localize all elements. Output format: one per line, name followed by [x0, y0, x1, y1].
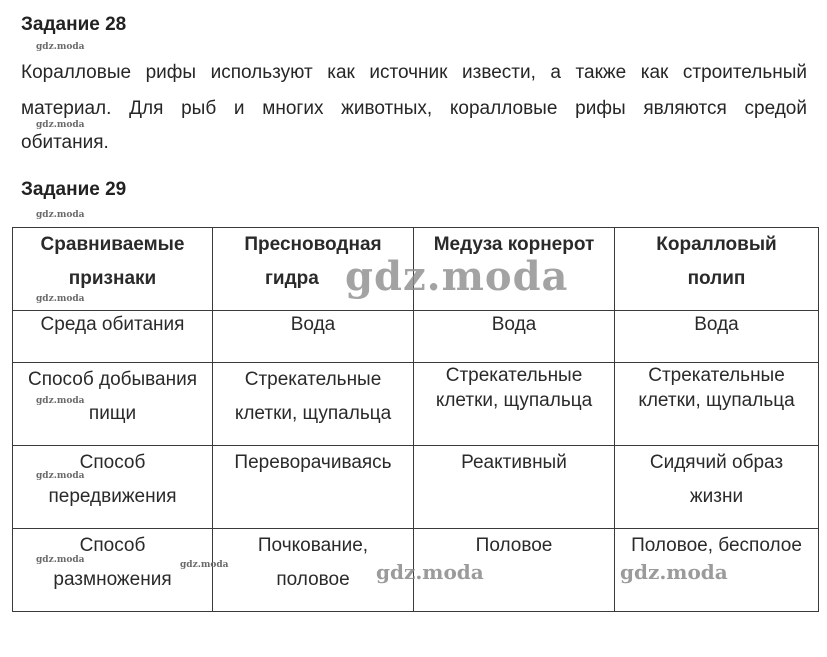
- row-feeding-label-line-1: Способ добывания: [27, 369, 198, 390]
- row-movement-label-line-1: Способ: [79, 452, 146, 473]
- row-movement-polyp-line-2: жизни: [689, 486, 744, 507]
- row-reproduction-label-line-2: размножения: [53, 569, 172, 590]
- task-29-heading: Задание 29: [21, 179, 127, 200]
- task-28-text: [21, 62, 807, 157]
- row-movement-polyp-line-1: Сидячий образ: [649, 452, 784, 473]
- row-feeding-jellyfish: [414, 363, 615, 446]
- task-28-heading: Задание 28: [21, 14, 127, 35]
- row-feeding-polyp-line-1: Стрекательные: [648, 365, 785, 386]
- watermark-small: gdz.moda: [36, 555, 85, 565]
- header-hydra-line-1: Пресноводная: [244, 234, 382, 255]
- row-reproduction-hydra-line-2: половое: [276, 569, 350, 590]
- row-habitat-jellyfish: Вода: [414, 311, 615, 363]
- row-feeding-polyp: [615, 363, 819, 446]
- row-habitat-polyp: Вода: [615, 311, 819, 363]
- watermark-medium: gdz.moda: [620, 560, 728, 584]
- row-feeding-label-line-2: пищи: [88, 403, 137, 424]
- row-feeding-hydra: [213, 363, 414, 446]
- watermark-small: gdz.moda: [36, 471, 85, 481]
- row-movement-label: [13, 446, 213, 529]
- header-polyp-line-2: полип: [687, 268, 746, 289]
- row-feeding-hydra-line-1: Стрекательные: [244, 369, 382, 390]
- watermark-small: gdz.moda: [36, 294, 85, 304]
- row-movement-polyp: [615, 446, 819, 529]
- row-reproduction-jellyfish: Половое: [414, 529, 615, 612]
- task-28-line-2: материал. Для рыб и многих животных, коралловые рифы являются средой: [21, 98, 807, 119]
- watermark-small: gdz.moda: [36, 210, 85, 220]
- watermark-small: gdz.moda: [36, 120, 85, 130]
- watermark-small: gdz.moda: [180, 560, 229, 570]
- row-reproduction-label: [13, 529, 213, 612]
- row-habitat-hydra: Вода: [213, 311, 414, 363]
- task-28-line-1: Коралловые рифы используют как источник извести, а также как строительный: [21, 62, 807, 83]
- header-jellyfish: Медуза корнерот: [433, 234, 595, 255]
- row-feeding-polyp-line-2: клетки, щупальца: [638, 390, 795, 411]
- row-movement-jellyfish: Реактивный: [414, 446, 615, 529]
- header-cell-polyp: [615, 228, 819, 311]
- header-criteria-line-2: признаки: [68, 268, 157, 289]
- table-row: [13, 363, 819, 446]
- row-reproduction-polyp: Половое, бесполое: [615, 529, 819, 612]
- row-feeding-jellyfish-line-1: Стрекательные: [445, 365, 583, 386]
- task-28-line-3: обитания.: [21, 132, 109, 153]
- row-reproduction-hydra-line-1: Почкование,: [257, 535, 369, 556]
- watermark-large: gdz.moda: [345, 253, 569, 300]
- row-movement-label-line-2: передвижения: [48, 486, 177, 507]
- row-habitat-label: Среда обитания: [13, 311, 213, 363]
- watermark-small: gdz.moda: [36, 42, 85, 52]
- table-row: [13, 446, 819, 529]
- row-feeding-hydra-line-2: клетки, щупальца: [234, 403, 392, 424]
- header-hydra-line-2: гидра: [265, 268, 319, 289]
- row-feeding-jellyfish-line-2: клетки, щупальца: [435, 390, 593, 411]
- table-row: [13, 311, 819, 363]
- row-reproduction-label-line-1: Способ: [79, 535, 146, 556]
- row-movement-hydra: Переворачиваясь: [213, 446, 414, 529]
- watermark-small: gdz.moda: [36, 396, 85, 406]
- header-polyp-line-1: Коралловый: [656, 234, 777, 255]
- watermark-medium: gdz.moda: [376, 560, 484, 584]
- header-criteria-line-1: Сравниваемые: [40, 234, 185, 255]
